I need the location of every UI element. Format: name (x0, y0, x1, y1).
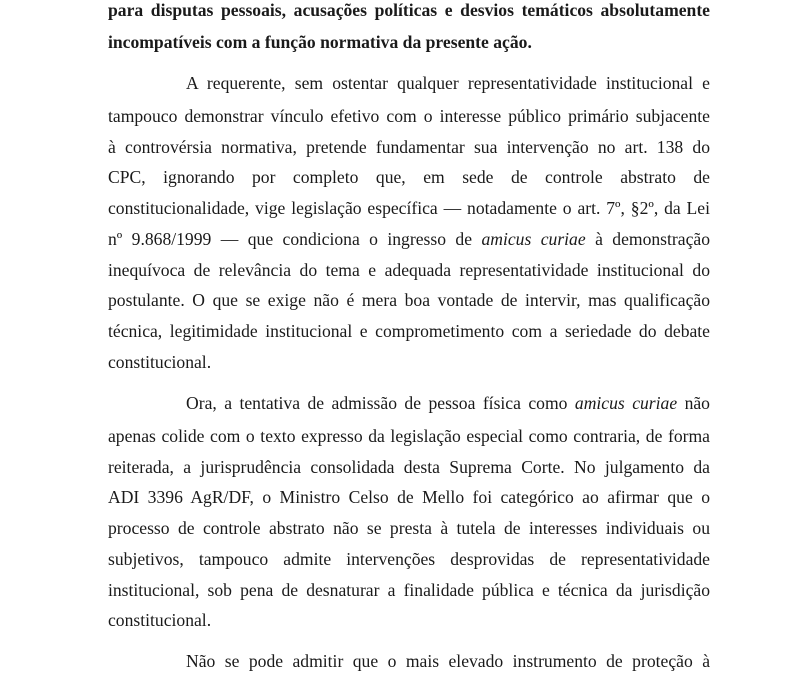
text-run: Ora, a tentativa de admissão de pessoa física como (186, 393, 575, 413)
paragraph-line (186, 645, 710, 677)
text-run: não (677, 393, 710, 413)
paragraph-line (186, 67, 710, 99)
bold-paragraph-line-2 (108, 26, 710, 58)
text-run: ADI 3396 AgR/DF, o Ministro Celso de Mello foi categórico ao afirmar que o (108, 487, 710, 507)
paragraph-line (108, 346, 710, 378)
text-run: tampouco demonstrar vínculo efetivo com o interesse público primário subjacente (108, 106, 710, 126)
text-run: inequívoca de relevância do tema e adequada representatividade institucional do (108, 260, 710, 280)
paragraph-line (108, 315, 710, 347)
italic-term: amicus curiae (481, 229, 586, 249)
paragraph-line (108, 192, 710, 224)
text-run: processo de controle abstrato não se presta à tutela de interesses individuais ou (108, 518, 710, 538)
paragraph-line (108, 481, 710, 513)
text-run: incompatíveis com a função normativa da presente ação. (108, 32, 532, 52)
paragraph-line (108, 604, 710, 636)
text-run: institucional, sob pena de desnaturar a finalidade pública e técnica da jurisdição (108, 580, 710, 600)
text-run: à demonstração (585, 229, 710, 249)
text-run: técnica, legitimidade institucional e comprometimento com a seriedade do debate (108, 321, 710, 341)
text-run: apenas colide com o texto expresso da legislação especial como contraria, de forma (108, 426, 710, 446)
paragraph-line (108, 574, 710, 606)
paragraph-line (108, 451, 710, 483)
bold-paragraph-line-1 (108, 0, 710, 26)
text-run: A requerente, sem ostentar qualquer representatividade institucional e (186, 73, 710, 93)
text-run: constitucional. (108, 352, 212, 372)
paragraph-line (108, 161, 710, 193)
paragraph-line (108, 420, 710, 452)
paragraph-line (108, 100, 710, 132)
paragraph-line (108, 223, 710, 255)
text-run: constitucionalidade, vige legislação específica — notadamente o art. 7º, §2º, da Lei (108, 198, 710, 218)
text-run: à controvérsia normativa, pretende fundamentar sua intervenção no art. 138 do (108, 137, 710, 157)
paragraph-line (108, 131, 710, 163)
paragraph-line (108, 512, 710, 544)
paragraph-line (186, 387, 710, 419)
text-run: para disputas pessoais, acusações políticas e desvios temáticos absolutamente (108, 0, 710, 20)
italic-term: amicus curiae (574, 393, 678, 413)
text-run: subjetivos, tampouco admite intervenções desprovidas de representatividade (108, 549, 710, 569)
text-run: reiterada, a jurisprudência consolidada desta Suprema Corte. No julgamento da (108, 457, 710, 477)
text-run: CPC, ignorando por completo que, em sede de controle abstrato de (108, 167, 710, 187)
paragraph-line (108, 254, 710, 286)
paragraph-line (108, 284, 710, 316)
paragraph-line (108, 543, 710, 575)
text-run: postulante. O que se exige não é mera boa vontade de intervir, mas qualificação (108, 290, 710, 310)
text-run: nº 9.868/1999 — que condiciona o ingresso de (108, 229, 482, 249)
text-run: constitucional. (108, 610, 212, 630)
text-run: Não se pode admitir que o mais elevado instrumento de proteção à (186, 651, 710, 671)
